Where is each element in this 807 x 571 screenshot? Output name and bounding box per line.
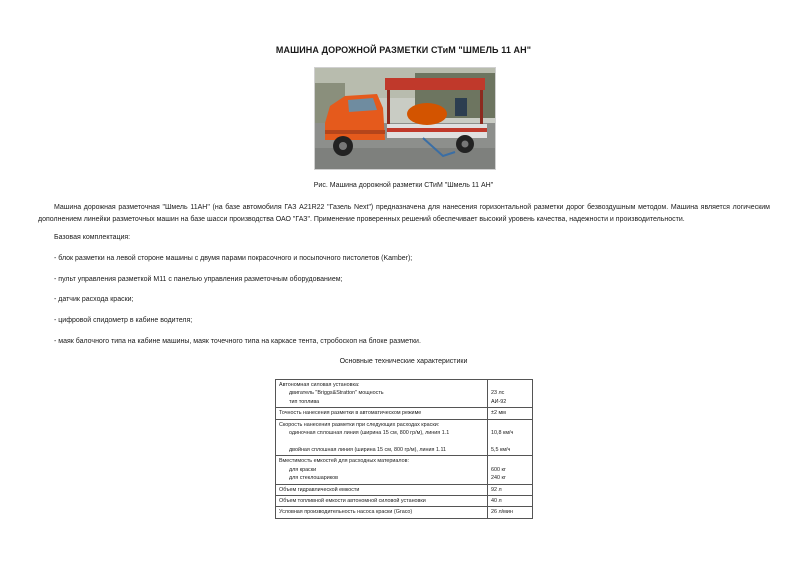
specs-heading: Основные технические характеристики (339, 358, 468, 365)
intro-text: Машина дорожная разметочная "Шмель 11АН" (на базе автомобиля ГАЗ А21R22 "Газель Next") предназначена для нанесения горизонтальной разметки дорог безвоздушным методом. Машина является логическим дополнением линейки разметочных машин на базе шасси производства ОАО "ГАЗ". Применение проверенных решений обеспечивает высокий уровень качества, надежности и производительности. (38, 204, 770, 223)
spec-value: АИ-92 (491, 398, 507, 405)
kit-item: - цифровой спидометр в кабине водителя; (54, 317, 193, 324)
spec-label: двойная сплошная линия (ширина 15 см, 800 гр/м), линия 1.11 (289, 447, 447, 454)
spec-value: 40 л (488, 496, 533, 507)
image-caption: Рис. Машина дорожной разметки СТиМ "Шмель 11 АН" (313, 182, 494, 189)
table-row (276, 507, 533, 518)
spec-value: 5,5 км/ч (491, 447, 511, 454)
spec-label: Объем топливной емкости автономной силовой установки (276, 496, 488, 507)
kit-item: - маяк балочного типа на кабине машины, маяк точечного типа на каркасе тента, стробоскоп на блоке разметки. (54, 338, 421, 345)
spec-group-label: Вместимость емкостей для расходных материалов: (279, 458, 409, 465)
spec-label: для краски (289, 466, 317, 473)
kit-heading: Базовая комплектация: (54, 234, 131, 241)
spec-label-cell (276, 380, 488, 408)
intro-paragraph (38, 202, 770, 226)
document-title: МАШИНА ДОРОЖНОЙ РАЗМЕТКИ СТиМ "ШМЕЛЬ 11 АН" (275, 45, 532, 55)
vehicle-photo (314, 67, 496, 170)
spec-value: 600 кг (491, 466, 506, 473)
spec-value-cell (488, 456, 533, 484)
specs-table (275, 379, 533, 519)
spec-value: ±2 мм (488, 408, 533, 419)
spec-value-cell (488, 419, 533, 456)
spec-group-label: Автономная силовая установка: (279, 382, 360, 388)
kit-item: - блок разметки на левой стороне машины с двумя парами покрасочного и посыпочного пистолетов (Kamber); (54, 255, 413, 262)
spec-label: для стеклошариков (289, 475, 339, 482)
spec-value: 23 лс (491, 390, 505, 397)
table-row (276, 496, 533, 507)
spec-group-label: Скорость нанесения разметки при следующих расходах краски: (279, 421, 440, 428)
table-row (276, 380, 533, 408)
spec-value: 92 л (488, 484, 533, 495)
spec-value: 240 кг (491, 475, 506, 482)
spec-label-cell (276, 419, 488, 456)
spec-value-cell (488, 380, 533, 408)
table-row (276, 484, 533, 495)
table-row (276, 408, 533, 419)
spec-value: 10,8 км/ч (491, 430, 514, 437)
kit-item: - датчик расхода краски; (54, 296, 134, 303)
spec-label: одиночная сплошная линия (ширина 15 см, 800 гр/м), линия 1.1 (289, 430, 450, 437)
road-marking-truck-illustration (315, 68, 495, 169)
spec-label: Условная производительность насоса краски (Graco) (276, 507, 488, 518)
spec-label: Объем гидравлической емкости (276, 484, 488, 495)
spec-label: двигатель "Briggs&Stratton" мощность (289, 390, 384, 397)
spec-label: тип топлива (289, 398, 320, 405)
spec-label: Точность нанесения разметки в автоматическом режиме (276, 408, 488, 419)
table-row (276, 456, 533, 484)
table-row (276, 419, 533, 456)
spec-label-cell (276, 456, 488, 484)
spec-value: 26 л/мин (488, 507, 533, 518)
kit-item: - пульт управления разметкой М11 с панелью управления разметочным оборудованием; (54, 276, 343, 283)
